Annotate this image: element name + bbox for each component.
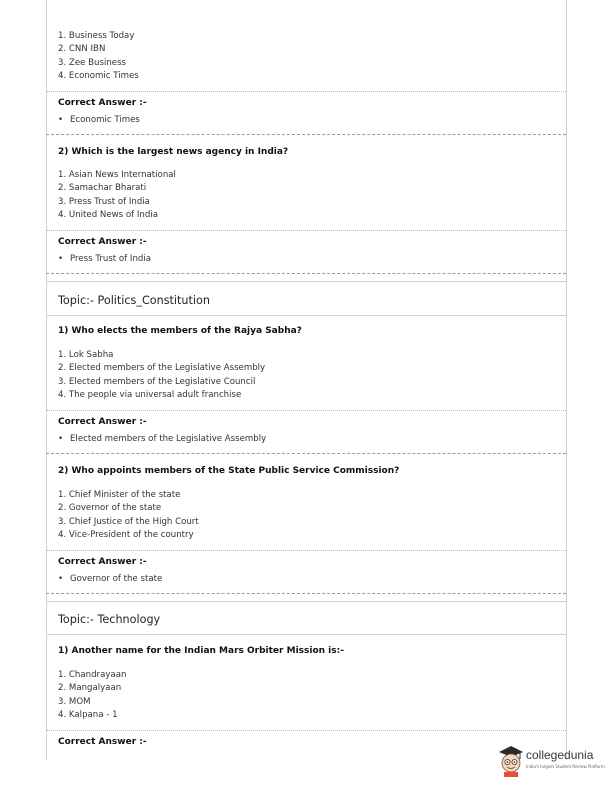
correct-answer-label: Correct Answer :- (58, 98, 147, 108)
section-separator (46, 601, 566, 602)
correct-answer-label: Correct Answer :- (58, 557, 147, 567)
option: 1. Chief Minister of the state (58, 490, 181, 500)
options-list (58, 349, 265, 403)
option: 3. MOM (58, 696, 91, 707)
divider (46, 730, 566, 731)
correct-answer (58, 574, 162, 584)
options-list (58, 169, 176, 223)
question-title: 2) Who appoints members of the State Public Service Commission? (58, 466, 400, 476)
question-separator (46, 453, 566, 454)
option: 2. CNN IBN (58, 44, 106, 55)
option: 3. Elected members of the Legislative Council (58, 376, 256, 387)
option: 3. Zee Business (58, 57, 127, 68)
option: 2. Elected members of the Legislative Assembly (58, 363, 266, 374)
correct-answer-label: Correct Answer :- (58, 417, 147, 427)
question-separator (46, 273, 566, 274)
option: 4. Kalpana - 1 (58, 710, 118, 721)
answer-text: Elected members of the Legislative Assembly (70, 434, 267, 444)
topic-underline (46, 315, 566, 316)
correct-answer (58, 434, 266, 444)
collegedunia-logo (496, 742, 612, 782)
options-list (58, 30, 139, 84)
page-left-border (46, 0, 47, 760)
section-separator (46, 281, 566, 282)
question-separator (46, 593, 566, 594)
option: 2. Governor of the state (58, 503, 162, 514)
bullet-icon: • (58, 434, 64, 444)
document-page (46, 0, 566, 760)
logo-tagline: India's largest Student Review Platform (526, 764, 605, 769)
option: 1. Business Today (58, 31, 135, 41)
divider (46, 230, 566, 231)
option: 4. Economic Times (58, 71, 139, 82)
correct-answer-label: Correct Answer :- (58, 737, 147, 747)
options-list (58, 489, 199, 543)
bullet-icon: • (58, 254, 64, 264)
option: 2. Mangalyaan (58, 683, 122, 694)
question-title: 1) Who elects the members of the Rajya Sabha? (58, 326, 302, 336)
option: 1. Asian News International (58, 170, 176, 180)
logo-wordmark: collegedunia (526, 748, 594, 762)
topic-underline (46, 634, 566, 635)
option: 3. Chief Justice of the High Court (58, 516, 199, 527)
answer-text: Press Trust of India (70, 254, 151, 264)
option: 3. Press Trust of India (58, 196, 150, 207)
divider (46, 91, 566, 92)
option: 4. United News of India (58, 210, 158, 221)
question-separator (46, 134, 566, 135)
mascot-icon (496, 744, 526, 778)
answer-text: Governor of the state (70, 574, 163, 584)
options-list (58, 669, 126, 723)
bullet-icon: • (58, 574, 64, 584)
option: 1. Lok Sabha (58, 350, 114, 360)
correct-answer (58, 115, 140, 125)
question-title: 1) Another name for the Indian Mars Orbiter Mission is:- (58, 646, 344, 656)
answer-text: Economic Times (70, 115, 140, 125)
topic-heading: Topic:- Technology (58, 613, 161, 626)
option: 2. Samachar Bharati (58, 183, 147, 194)
divider (46, 550, 566, 551)
option: 4. Vice-President of the country (58, 530, 194, 541)
bullet-icon: • (58, 115, 64, 125)
divider (46, 410, 566, 411)
option: 4. The people via universal adult franchise (58, 390, 242, 401)
correct-answer-label: Correct Answer :- (58, 237, 147, 247)
topic-heading: Topic:- Politics_Constitution (58, 294, 210, 307)
correct-answer (58, 254, 151, 264)
page-right-border (566, 0, 567, 760)
question-title: 2) Which is the largest news agency in India? (58, 147, 289, 157)
option: 1. Chandrayaan (58, 670, 127, 680)
